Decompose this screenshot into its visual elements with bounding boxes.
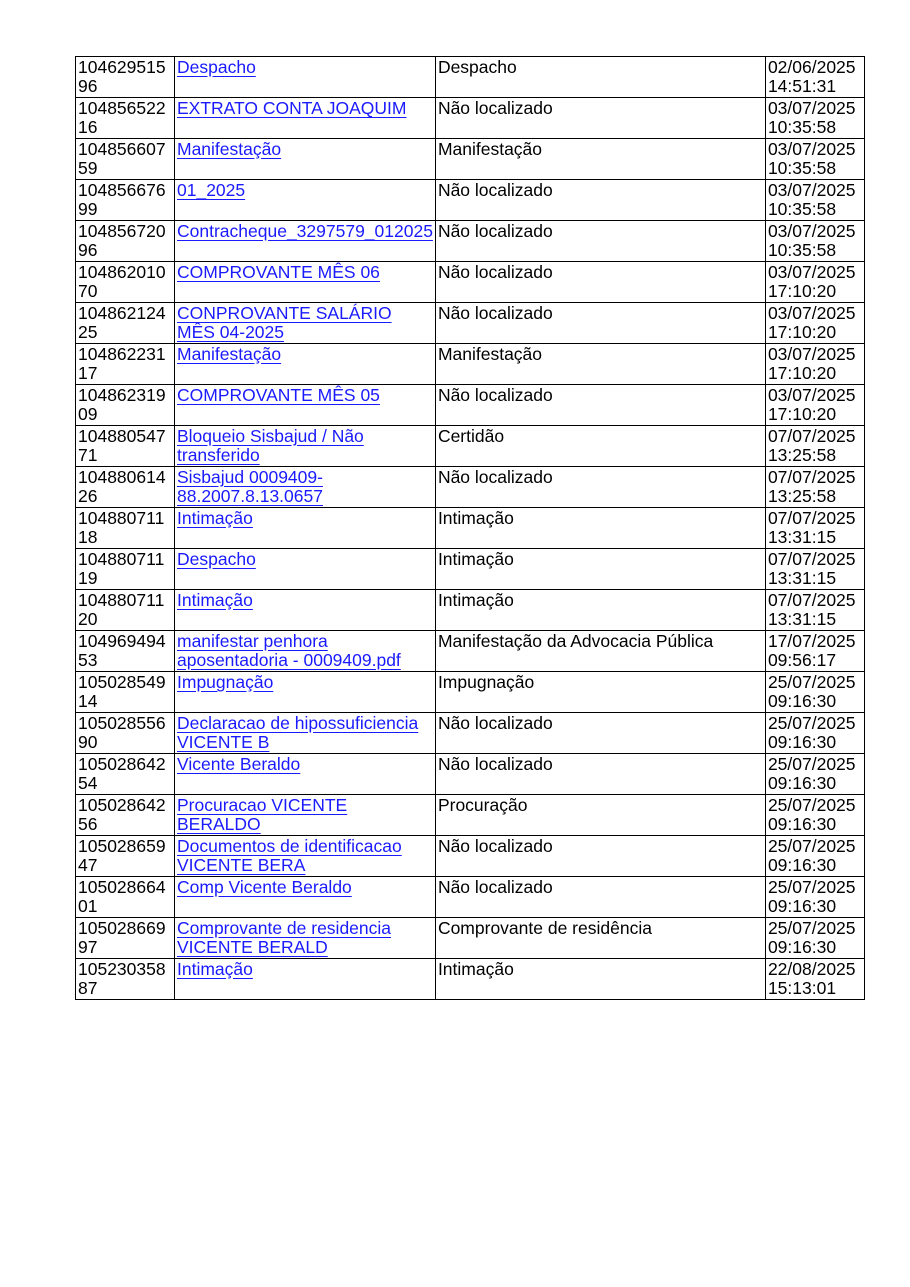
document-time: 10:35:58 [767,239,837,260]
document-cell [175,467,436,508]
document-type: Não localizado [435,221,765,262]
document-time: 10:35:58 [767,198,837,219]
document-id: 10485667699 [76,180,175,221]
document-time: 09:16:30 [767,690,837,711]
document-time: 17:10:20 [767,321,837,342]
table-row [76,590,865,631]
document-date: 07/07/2025 [767,590,856,610]
document-date: 07/07/2025 [767,467,856,487]
document-type: Não localizado [435,98,765,139]
document-datetime [765,385,864,426]
document-link[interactable]: Sisbajud 0009409-88.2007.8.13.0657 [177,467,323,506]
document-link[interactable]: Vicente Beraldo [177,754,301,774]
document-datetime [765,754,864,795]
document-cell [175,877,436,918]
document-datetime [765,139,864,180]
document-date: 07/07/2025 [767,549,856,569]
document-datetime [765,344,864,385]
document-time: 13:31:15 [767,567,837,588]
table-row [76,672,865,713]
document-cell [175,918,436,959]
document-datetime [765,262,864,303]
document-id: 10488071120 [76,590,175,631]
document-date: 17/07/2025 [767,631,856,651]
document-id: 10502864254 [76,754,175,795]
document-link[interactable]: Despacho [177,549,256,569]
document-type: Não localizado [435,836,765,877]
document-id: 10486212425 [76,303,175,344]
document-link[interactable]: Comp Vicente Beraldo [177,877,352,897]
document-time: 13:31:15 [767,608,837,629]
document-id: 10486231909 [76,385,175,426]
document-link[interactable]: Documentos de identificacao VICENTE BERA [177,836,402,875]
document-time: 09:16:30 [767,772,837,793]
document-link[interactable]: Manifestação [177,344,282,364]
document-cell [175,139,436,180]
document-cell [175,344,436,385]
document-cell [175,713,436,754]
document-type: Não localizado [435,303,765,344]
document-id: 10486223117 [76,344,175,385]
document-link[interactable]: 01_2025 [177,180,246,200]
table-row [76,262,865,303]
document-link[interactable]: EXTRATO CONTA JOAQUIM [177,98,407,118]
table-row [76,98,865,139]
document-cell [175,549,436,590]
document-time: 09:16:30 [767,854,837,875]
document-type: Intimação [435,590,765,631]
document-datetime [765,918,864,959]
document-cell [175,303,436,344]
document-cell [175,836,436,877]
document-id: 10502864256 [76,795,175,836]
document-link[interactable]: Procuracao VICENTE BERALDO [177,795,348,834]
document-datetime [765,590,864,631]
document-date: 03/07/2025 [767,303,856,323]
document-link[interactable]: Declaracao de hipossuficiencia VICENTE B [177,713,419,752]
document-date: 25/07/2025 [767,754,856,774]
table-row [76,139,865,180]
table-row [76,467,865,508]
document-link[interactable]: manifestar penhora aposentadoria - 0009409.pdf [177,631,401,670]
document-id: 10502866401 [76,877,175,918]
document-cell [175,590,436,631]
document-time: 15:13:01 [767,977,837,998]
document-link[interactable]: Contracheque_3297579_012025 [177,221,433,241]
document-datetime [765,713,864,754]
document-link[interactable]: Intimação [177,590,253,610]
document-time: 13:25:58 [767,444,837,465]
document-link[interactable]: CONPROVANTE SALÁRIO MÊS 04-2025 [177,303,392,342]
document-id: 10488061426 [76,467,175,508]
table-row [76,221,865,262]
document-cell [175,57,436,98]
document-datetime [765,549,864,590]
document-type: Manifestação [435,344,765,385]
documents-table [75,56,865,1000]
document-time: 17:10:20 [767,403,837,424]
document-link[interactable]: Intimação [177,508,253,528]
document-type: Não localizado [435,180,765,221]
document-link[interactable]: Comprovante de residencia VICENTE BERALD [177,918,392,957]
document-type: Não localizado [435,713,765,754]
document-datetime [765,98,864,139]
document-datetime [765,180,864,221]
documents-table-body [76,57,865,1000]
document-date: 25/07/2025 [767,877,856,897]
document-id: 10486201070 [76,262,175,303]
document-datetime [765,508,864,549]
document-type: Não localizado [435,385,765,426]
table-row [76,57,865,98]
document-cell [175,795,436,836]
document-datetime [765,959,864,1000]
table-row [76,508,865,549]
document-type: Certidão [435,426,765,467]
document-datetime [765,877,864,918]
table-row [76,713,865,754]
document-date: 03/07/2025 [767,221,856,241]
document-type: Impugnação [435,672,765,713]
document-link[interactable]: Manifestação [177,139,282,159]
document-id: 10502865947 [76,836,175,877]
document-time: 13:31:15 [767,526,837,547]
document-datetime [765,303,864,344]
document-date: 03/07/2025 [767,262,856,282]
table-row [76,754,865,795]
document-type: Comprovante de residência [435,918,765,959]
table-row [76,918,865,959]
document-id: 10502855690 [76,713,175,754]
document-cell [175,508,436,549]
table-row [76,549,865,590]
document-type: Intimação [435,549,765,590]
document-datetime [765,631,864,672]
document-id: 10496949453 [76,631,175,672]
table-row [76,877,865,918]
document-link[interactable]: Impugnação [177,672,274,692]
document-date: 03/07/2025 [767,139,856,159]
document-cell [175,959,436,1000]
table-row [76,959,865,1000]
document-type: Intimação [435,959,765,1000]
document-datetime [765,221,864,262]
document-cell [175,754,436,795]
document-id: 10523035887 [76,959,175,1000]
document-date: 03/07/2025 [767,180,856,200]
document-type: Não localizado [435,754,765,795]
document-date: 03/07/2025 [767,344,856,364]
document-id: 10485672096 [76,221,175,262]
document-datetime [765,426,864,467]
document-time: 09:56:17 [767,649,837,670]
table-row [76,631,865,672]
document-id: 10485652216 [76,98,175,139]
document-datetime [765,672,864,713]
document-link[interactable]: COMPROVANTE MÊS 06 [177,262,380,282]
table-row [76,385,865,426]
table-row [76,426,865,467]
document-time: 09:16:30 [767,731,837,752]
document-cell [175,221,436,262]
document-time: 10:35:58 [767,116,837,137]
document-time: 14:51:31 [767,75,837,96]
document-cell [175,262,436,303]
document-time: 10:35:58 [767,157,837,178]
document-link[interactable]: COMPROVANTE MÊS 05 [177,385,380,405]
table-row [76,180,865,221]
document-link[interactable]: Bloqueio Sisbajud / Não transferido [177,426,364,465]
document-id: 10462951596 [76,57,175,98]
document-time: 09:16:30 [767,895,837,916]
document-cell [175,426,436,467]
document-time: 09:16:30 [767,936,837,957]
document-date: 25/07/2025 [767,918,856,938]
document-type: Despacho [435,57,765,98]
document-cell [175,180,436,221]
document-type: Manifestação [435,139,765,180]
document-time: 09:16:30 [767,813,837,834]
document-type: Intimação [435,508,765,549]
document-time: 17:10:20 [767,362,837,383]
document-date: 03/07/2025 [767,385,856,405]
document-date: 07/07/2025 [767,508,856,528]
document-datetime [765,795,864,836]
document-cell [175,385,436,426]
document-type: Procuração [435,795,765,836]
document-link[interactable]: Despacho [177,57,256,77]
document-date: 25/07/2025 [767,713,856,733]
document-date: 25/07/2025 [767,672,856,692]
document-date: 25/07/2025 [767,836,856,856]
document-cell [175,98,436,139]
document-datetime [765,836,864,877]
document-id: 10488071118 [76,508,175,549]
document-id: 10488054771 [76,426,175,467]
document-type: Não localizado [435,467,765,508]
document-date: 22/08/2025 [767,959,856,979]
document-id: 10502866997 [76,918,175,959]
table-row [76,795,865,836]
document-id: 10485660759 [76,139,175,180]
document-id: 10502854914 [76,672,175,713]
table-row [76,303,865,344]
document-cell [175,672,436,713]
document-date: 25/07/2025 [767,795,856,815]
document-datetime [765,467,864,508]
document-date: 07/07/2025 [767,426,856,446]
document-datetime [765,57,864,98]
document-type: Não localizado [435,262,765,303]
document-cell [175,631,436,672]
document-type: Manifestação da Advocacia Pública [435,631,765,672]
document-date: 02/06/2025 [767,57,856,77]
document-link[interactable]: Intimação [177,959,253,979]
document-date: 03/07/2025 [767,98,856,118]
document-time: 13:25:58 [767,485,837,506]
table-row [76,344,865,385]
document-time: 17:10:20 [767,280,837,301]
document-type: Não localizado [435,877,765,918]
document-id: 10488071119 [76,549,175,590]
table-row [76,836,865,877]
